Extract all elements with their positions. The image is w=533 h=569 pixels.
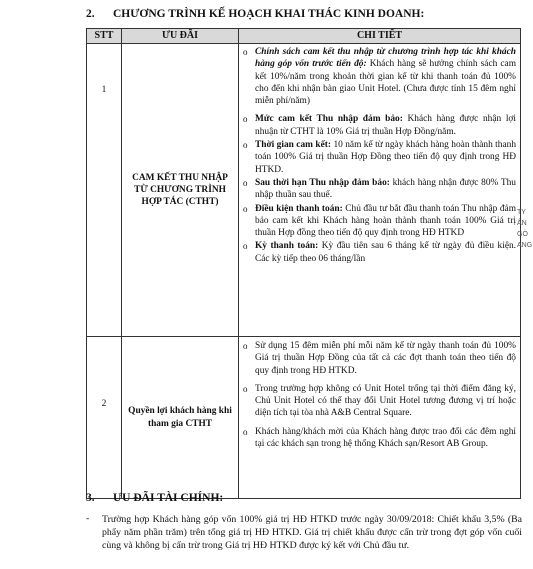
row-2-stt-cell (87, 337, 122, 499)
row-2-stt: 2 (101, 399, 107, 409)
bullet-icon: o (243, 47, 248, 57)
list-item (239, 177, 516, 202)
section-3-title: ƯU ĐÃI TÀI CHÍNH: (113, 492, 224, 504)
stamp-fragment (517, 207, 533, 251)
item-heading: Thời gian cam kết: (255, 140, 332, 151)
bullet-icon: o (243, 203, 248, 214)
stamp-text: ÂN (517, 220, 527, 227)
list-item (239, 139, 516, 176)
bullet-icon: o (243, 114, 248, 125)
item-text: Khách hàng được nhận lợi nhuận từ CTHT là 10% Giá trị thuần Hợp Đồng/năm. (255, 114, 516, 137)
stamp-text: TY (517, 209, 526, 216)
list-item (239, 113, 516, 138)
item-heading: Kỳ thanh toán: (255, 241, 319, 252)
header-chi-tiet: CHI TIẾT (239, 29, 521, 44)
row-2-benefit: Quyền lợi khách hàng khi tham gia CTHT (122, 337, 239, 499)
row-1-details (239, 44, 521, 337)
item-heading: Mức cam kết Thu nhập đảm bảo: (255, 114, 403, 125)
footer-dash: - (86, 513, 90, 524)
bullet-icon: o (243, 426, 248, 437)
row-1-benefit: CAM KẾT THU NHẬP TỪ CHƯƠNG TRÌNH HỢP TÁC (CTHT) (122, 44, 239, 337)
section-2-heading (86, 8, 506, 22)
list-item (239, 46, 516, 107)
item-text: Sử dụng 15 đêm miễn phí mỗi năm kể từ ngày thanh toán đủ 100% Giá trị thuần Hợp Đồng của tất cả các đợt thanh toán theo tiến độ quy định trong HĐ HTKD. (255, 341, 516, 376)
item-text: Khách hàng sẽ hưởng chính sách cam kết 10%/năm trong khoản thời gian kể từ khi thanh toán đủ 100% cho đến khi nhận bàn giao Unit Hotel. (Chưa được tính 15 đêm nghỉ miễn phí/năm) (255, 59, 517, 107)
bullet-icon: o (243, 241, 248, 252)
stamp-text: GÒ (517, 231, 528, 238)
section-3-number: 3. (86, 492, 95, 504)
item-heading: Điều kiện thanh toán: (255, 203, 343, 214)
item-text: khách hàng nhận được 80% Thu nhập thuần sau thuế. (255, 177, 516, 201)
row-2-details (239, 337, 521, 499)
table-row (87, 44, 521, 337)
section-3-heading (86, 492, 386, 506)
row-1-stt-cell (87, 44, 122, 337)
financial-incentive-text: Trường hợp Khách hàng góp vốn 100% giá trị HĐ HTKD trước ngày 30/09/2018: Chiết khấu 3,5% (Ba phẩy năm phần trăm) trên tổng giá trị HĐ HTKD. Giá trị chiết khấu được cấn trừ trong đợt góp vốn cuối cùng và không bị cấn trừ trong Giá trị HĐ HTKD được ký kết với Chủ đầu tư. (102, 514, 522, 551)
row-1-stt: 1 (101, 85, 107, 95)
list-item (239, 203, 516, 240)
list-item (239, 240, 516, 265)
header-uu-dai: ƯU ĐÃI (122, 29, 239, 44)
item-text: Trong trường hợp không có Unit Hotel trống tại thời điểm đăng ký, Chủ Unit Hotel có thể thay đổi Unit Hotel tương đương vị trí hoặc diện tích tại tòa nhà A&B Central Square. (255, 383, 516, 419)
bullet-icon: o (243, 177, 248, 188)
section-2-number: 2. (86, 8, 95, 20)
header-stt: STT (87, 29, 122, 44)
item-heading: Chính sách cam kết thu nhập từ chương trình hợp tác khi khách hàng góp vốn trước tiến độ: (255, 47, 516, 70)
business-plan-table (86, 28, 521, 499)
item-text: Chủ đầu tư bắt đầu thanh toán Thu nhập đảm bảo cam kết khi Khách hàng hoàn thành thanh toán 100% Giá trị thuần Hợp đồng theo tiến độ quy định trong HĐ HTKD (255, 203, 516, 239)
table-row (87, 337, 521, 499)
section-2-title: CHƯƠNG TRÌNH KẾ HOẠCH KHAI THÁC KINH DOANH: (113, 8, 425, 20)
bullet-icon: o (243, 140, 248, 151)
item-heading: Sau thời hạn Thu nhập đảm bảo: (255, 177, 390, 188)
list-item (239, 426, 516, 451)
list-item (239, 383, 516, 420)
item-text: Khách hàng/khách mời của Khách hàng được trao đổi các đêm nghỉ tại các khách sạn trong hệ thống Khách sạn/Resort AB Group. (255, 426, 516, 450)
item-text: 10 năm kể từ ngày khách hàng hoàn thành thanh toán 100% Giá trị thuần Hợp Đồng theo tiến độ quy định trong HĐ HTKD. (255, 140, 517, 175)
bullet-icon: o (243, 341, 248, 351)
bullet-icon: o (243, 383, 248, 394)
list-item (239, 340, 516, 377)
table-header-row (87, 29, 521, 44)
stamp-text: ANG (517, 242, 533, 249)
item-text: Kỳ đầu tiên sau 6 tháng kể từ ngày đủ điều kiện. Các kỳ tiếp theo 06 tháng/lần (255, 241, 517, 264)
